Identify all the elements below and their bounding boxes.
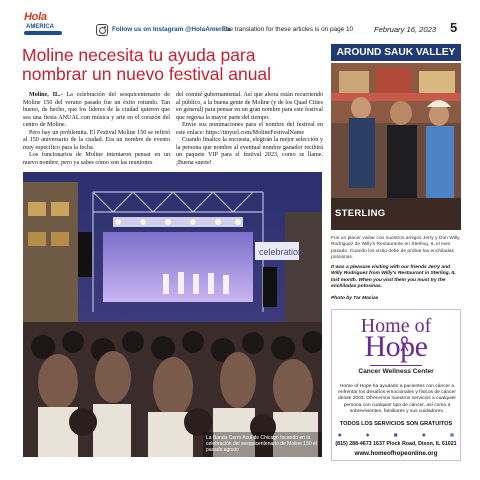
sidebar-caption-spanish: Fue un placer visitar con nuestros amigos Jerry y Don Willy Rodriguez de Willy's Restaurante en Sterling, IL el mes pasado. Cuando los visita debe de probar las enchiladas potosinas.	[331, 236, 460, 261]
logo-subtext: AMERICA	[26, 24, 54, 30]
sponsor-logo: ◉	[422, 431, 426, 437]
sponsor-logo: ▤	[450, 431, 454, 437]
hola-america-logo	[24, 12, 64, 36]
paragraph-text: La celebración del sesquicentenario de Moline 150 del verano pasado fue un éxito rotundo. Tan bueno, de hecho, que los líderes de la ciudad quieren que sea una fiesta ANUAL con música y arte en el corazón del centro de Moline.	[23, 92, 170, 129]
photo-caption: La Banda Cerro Azul de Chicago tocando en la celebración del sesquicentenario de Moline 150 el pasado agosto	[206, 435, 317, 453]
hope-body-text: Home of Hope ha ayudado a pacientes con cáncer a enfrentar los desafíos emocionales y físicos de cáncer desde 2003. Ofrecemos nuestros servicios a cualquier persona con cualquier tipo de cáncer, así como a sobrevivientes, familiares y sus cuidadores.	[338, 384, 456, 414]
sidebar-title: AROUND SAUK VALLEY	[331, 44, 461, 61]
sponsor-logos	[338, 430, 454, 438]
home-of-hope-ad[interactable]	[331, 309, 461, 461]
hope-website-link[interactable]: www.homeofhopeonline.org	[354, 450, 438, 457]
article-column-1	[23, 92, 170, 167]
article-paragraph: Envíe sus nominaciones para el nombre del festival en este enlace: https://tinyurl.com/MolineFestivalName	[176, 122, 323, 136]
instagram-follow-text[interactable]: Follow us on Instagram @HolaAmerica	[112, 26, 231, 33]
restaurant-illustration	[331, 63, 461, 230]
sidebar-caption-english: It was a pleasure visiting with our friends Jerry and Willy Rodriguez from Willy's Restaurant in Sterling, IL last month. When you visit them you must try the enchiladas potosinas.	[331, 265, 456, 290]
hope-subtitle: Cancer Wellness Center	[358, 368, 434, 375]
article-paragraph: Cuando finalice la encuesta, elegirán la mejor selección y la persona que nombre al eventual nombre ganador recibirá un paquete VIP para el festival 2023, como se llame. ¡Buena suerte!	[176, 137, 323, 166]
sterling-photo-label: STERLING	[335, 208, 386, 219]
sponsor-logo: ◉	[338, 431, 342, 437]
issue-date: February 16, 2023	[374, 25, 437, 34]
page-header	[0, 0, 480, 46]
sponsor-logo: ▣	[393, 431, 398, 437]
article-headline: Moline necesita tu ayuda para nombrar un nuevo festival anual	[22, 45, 272, 84]
hope-contact: (815) 288-4673 1637 Plock Road, Dixon, IL 61021	[335, 441, 457, 447]
article-paragraph: del comité gubernamental. Así que ahora están recurriendo al público, a la buena gente de Moline (y de los Quad Cities en general) para pensar en un gran nombre para este festival que regresa la mayor parte del tiempo.	[176, 92, 323, 121]
hope-logo-word: Hope	[364, 330, 428, 363]
festival-concert-photo	[23, 172, 322, 457]
stage-banner-text: celebration	[259, 247, 304, 257]
photo-credit: Photo by Tar Macias	[331, 296, 379, 301]
article-column-2	[176, 92, 323, 167]
translation-note: The translation for these articles is on page 10	[222, 26, 354, 33]
dateline: Moline, IL.-	[29, 92, 63, 98]
sponsor-logo: ◆	[366, 431, 370, 437]
article-paragraph	[23, 92, 170, 130]
page-number: 5	[450, 20, 458, 35]
article-paragraph: Los funcionarios de Moline intentaron pensar en un nuevo nombre, pero ya sabes cómo son las reuniones	[23, 152, 170, 166]
logo-text: Hola	[24, 11, 47, 23]
article-paragraph: Pero hay un problemita. El Festival Moline 150 se refirió al 150 aniversario de la ciudad. Era un nombre de evento muy específico para la fecha.	[23, 129, 170, 151]
hope-services-free: TODOS LOS SERVICIOS SON GRATUITOS	[339, 421, 453, 427]
hope-divider	[370, 365, 422, 366]
home-of-hope-logo	[340, 314, 452, 362]
hope-logo-home: Home of	[360, 315, 432, 337]
cancer-ribbon-icon	[400, 336, 409, 352]
concert-illustration	[23, 172, 322, 457]
sterling-restaurant-photo	[331, 63, 461, 230]
logo-swoosh	[24, 31, 62, 35]
instagram-icon	[96, 24, 108, 36]
